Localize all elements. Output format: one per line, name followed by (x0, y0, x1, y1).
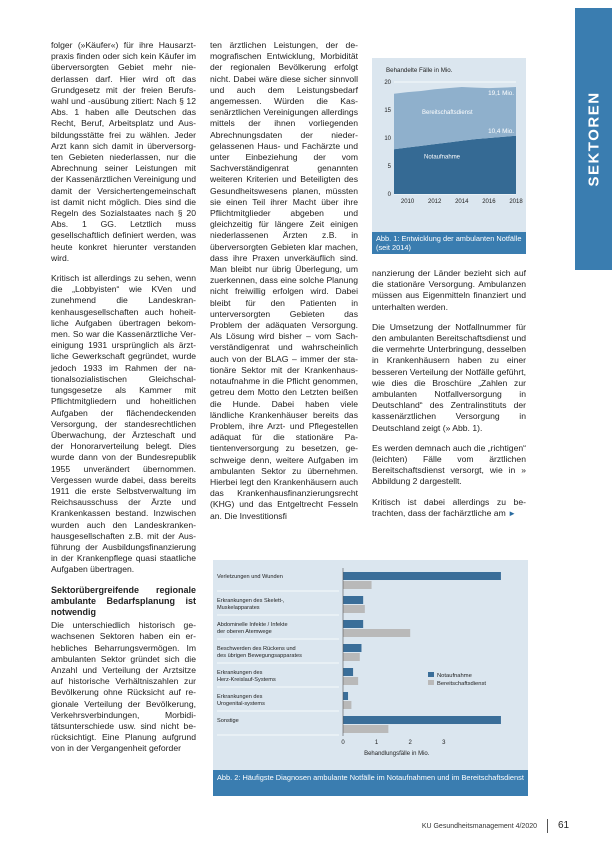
y-tick-label: 10 (384, 136, 391, 142)
category-label: Verletzungen und Wunden (217, 574, 283, 580)
bar-bereitschaftsdienst (343, 629, 410, 637)
x-axis-label: Behandlungsfälle in Mio. (364, 751, 430, 757)
x-tick-label: 3 (442, 740, 446, 746)
text-column-1 (51, 40, 196, 764)
subheading: Sektorübergreifende regionale ambulante Bedarfsplanung ist notwendig (51, 584, 196, 617)
category-label: Muskelapparates (217, 605, 260, 611)
figure-1 (372, 58, 526, 254)
category-label: Abdominelle Infekte / Infekte (217, 622, 288, 628)
section-tab-label: SEKTOREN (585, 91, 602, 187)
text-column-3 (372, 268, 526, 528)
bar-bereitschaftsdienst (343, 605, 365, 613)
bar-bereitschaftsdienst (343, 677, 358, 685)
category-label: Erkrankungen des (217, 670, 263, 676)
x-tick-label: 0 (341, 740, 345, 746)
legend-swatch (428, 672, 434, 677)
x-tick-label: 2 (408, 740, 412, 746)
text-column-2 (210, 40, 358, 531)
category-label: Sonstige (217, 718, 239, 724)
page-number: 61 (558, 820, 570, 831)
area-chart (372, 58, 526, 254)
bar-notaufnahme (343, 572, 501, 580)
section-tab (575, 8, 612, 270)
paragraph: Die unterschiedlich historisch gewachsenen Sektoren haben ein erhebliches Beharrungsvermögen. Im ambulanten Sektor gründet sich die Anzahl und Verteilung der Arztsitze auf historische Verhältniszahlen zur Bevölkerung ohne Rücksicht auf regionale Verteilung der Bevölkerung, Verkehrsverbindungen, Morbiditätsunterschiede usw. sind nicht berücksichtigt. Eine Planung aufgrund von in der Vergangenheit geforder (51, 620, 196, 754)
paragraph: Die Umsetzung der Notfallnummer für den ambulanten Bereitschaftsdienst und die vermehrte Unterbringung, desselben in Krankenhäusern haben zu einer besseren Verteilung der Notfälle geführt, wie dies die Broschüre „Zahlen zur ambulanten Notfallversorgung in Deutschland“ des Zentralinstituts der kassenärztlichen Versorgung in Deutschland zeigt (» Abb. 1). (372, 321, 526, 433)
category-label: des übrigen Bewegungsapparates (217, 653, 302, 659)
bar-notaufnahme (343, 644, 361, 652)
annotation-total: 19,1 Mio. (488, 90, 514, 98)
figure-2 (213, 560, 528, 796)
x-tick-label: 2018 (509, 199, 523, 205)
continue-arrow-icon: ► (508, 508, 517, 518)
figure-2-caption: Abb. 2: Häufigste Diagnosen ambulante Notfälle im Notaufnahmen und im Bereitschaftsdienst (213, 770, 528, 796)
bar-notaufnahme (343, 596, 363, 604)
paragraph (372, 497, 526, 519)
legend-swatch (428, 680, 434, 685)
paragraph-text: Kritisch ist dabei allerdings zu betrachten, dass der fachärztliche am (372, 496, 526, 518)
annotation-notaufnahme: 10,4 Mio. (488, 127, 514, 135)
category-label: Beschwerden des Rückens und (217, 646, 296, 652)
paragraph: ten ärztlichen Leistungen, der demografischen Entwicklung, Morbidität der regionalen Bevölkerung erfolgt nicht. Dabei wäre diese sicher sinnvoll und auch dem Leistungsbedarf angemessen. Würden die Kassenärztlichen Vereinigungen allerdings mittels der ihnen vorliegenden Abrechnungsdaten der niedergelassenen Haus- und Fachärzte und unter Einbeziehung der vom Sachverständigenrat genannten weiteren Kriterien und Beteiligten des Gesundheitswesens planen, müssten sie einen Teil ihrer Macht über ihre Pflichtmitglieder abgeben und gleichzeitig für längere Zeit einigen niederlassenen Ärzten z.B. in überversorgten Gebieten klar machen, dass ihre Praxen unverkäuflich sind. Man bleibt nur übrig Überlegung, um zuerkennen, dass eine solche Planung nicht freiwillig erfolgen wird. Dabei bleibt für den Patienten in unterversorgten Gebieten das Problem der adäquaten Versorgung. Als Lösung wird bisher – vom Sachverständigenrat und wahrscheinlich auch von der BLAG – immer der stationäre Sektor mit der Krankenhausnotaufnahme in die Pflicht genommen, getreu dem Motto den Letzten beißen die Hunde. Dabei haben viele ländliche Krankenhäuser bereits das Problem, ihre Arzt- und Pflegestellen adäquat für die stationäre Patientenversorgung zu besetzen, geschweige denn, weitere Aufgaben im ambulanten Sektor zu übernehmen. Hierbei legt den Krankenhäusern auch das Krankenhausfinanzierungsrecht (KHG) und das Entgeltrecht Fesseln an. Die Investitionsfi (210, 40, 358, 521)
legend-label: Notaufnahme (437, 673, 472, 679)
bar-notaufnahme (343, 620, 363, 628)
series-label-bereitschaftsdienst: Bereitschaftsdienst (422, 109, 473, 116)
y-tick-label: 15 (384, 108, 391, 114)
paragraph: Kritisch ist allerdings zu sehen, wenn die „Lobbyisten“ wie KVen und zunehmend die Landeskrankenhausgesellschaften auch hoheitliche Aufgaben übertragen bekommen. So war die Kassenärztliche Vereinigung 1931 ursprünglich als ärztliche Gewerkschaft gegründet, wurde jedoch 1933 im Rahmen der nationalsozialistischen Gleichschaltungsgesetze als Kammer mit Pflichtmitgliedern und hoheitlichen Aufgaben der flächendeckenden Versorgung, der standesrechtlichen Überwachung, der Ärzteschaft und der Honorarverteilung belegt. Dies wurde dann von der Bundesrepublik 1955 unverändert übernommen. Vergessen wurde dabei, dass bereits 1911 die erste Selbstverwaltung im Reichsausschuss der Ärzte und Krankenkassen bestand. Inzwischen wurden auch den Landeskrankenhausgesellschaften z.B. mit der Ausführung der Ausbildungsfinanzierung in der Krankenpflege quasi staatliche Aufgaben übertragen. (51, 273, 196, 575)
y-tick-label: 20 (384, 80, 391, 86)
paragraph: folger (»Käufer«) für ihre Hausarztpraxis finden oder sich kein Käufer im überversorgten Gebiet mehr niederlassen darf. Hier wird oft das Grundgesetz mit der freien Berufswahl und -ausübung zitiert: Nach § 12 Abs. 1 haben alle Deutschen das Recht, Beruf, Arbeitsplatz und Ausbildungsstätte frei zu wählen. Jeder Arzt kann sich damit in überversorgten Gebieten niederlassen, nur die Abrechnung seiner Leistungen mit der Kassenärztlichen Vereinigung und damit der Versichertengemeinschaft ist damit nicht möglich. Dies sind die Regeln des Sozialstaates nach § 20 Abs. 1 GG. Letztlich muss gesellschaftlich definiert werden, was heute konkret hierunter verstanden wird. (51, 40, 196, 263)
category-label: der oberen Atemwege (217, 629, 272, 635)
bar-bereitschaftsdienst (343, 653, 360, 661)
paragraph: Es werden demnach auch die „richtigen“ (leichten) Fälle vom ärztlichen Bereitschaftsdienst versorgt, wie in » Abbildung 2 dargestellt. (372, 442, 526, 487)
legend-label: Bereitschaftsdienst (437, 681, 486, 687)
category-label: Erkrankungen des Skelett-, (217, 598, 285, 604)
page-footer (380, 819, 580, 833)
bar-notaufnahme (343, 716, 501, 724)
bar-chart (213, 560, 528, 796)
bar-notaufnahme (343, 668, 353, 676)
category-label: Urogenital-systems (217, 701, 265, 707)
bar-bereitschaftsdienst (343, 701, 351, 709)
x-tick-label: 1 (374, 740, 379, 746)
bar-bereitschaftsdienst (343, 725, 388, 733)
category-label: Herz-Kreislauf-Systems (217, 677, 276, 683)
x-tick-label: 2014 (455, 199, 469, 205)
x-tick-label: 2012 (427, 199, 442, 205)
journal-name: KU Gesundheitsmanagement 4/2020 (421, 823, 537, 830)
y-axis-label: Behandelte Fälle in Mio. (386, 67, 453, 74)
series-label-notaufnahme: Notaufnahme (424, 154, 461, 161)
bar-bereitschaftsdienst (343, 581, 372, 589)
x-tick-label: 2016 (482, 199, 496, 205)
paragraph: nanzierung der Länder bezieht sich auf die stationäre Versorgung. Ambulanzen müssen aus Eigenmitteln finanziert und unterhalten werden. (372, 268, 526, 312)
figure-1-caption: Abb. 1: Entwicklung der ambulanten Notfälle (seit 2014) (372, 232, 526, 254)
y-tick-label: 0 (387, 192, 391, 198)
y-tick-label: 5 (387, 164, 391, 170)
footer-divider (547, 819, 548, 833)
bar-notaufnahme (343, 692, 348, 700)
x-tick-label: 2010 (400, 199, 415, 205)
category-label: Erkrankungen des (217, 694, 263, 700)
